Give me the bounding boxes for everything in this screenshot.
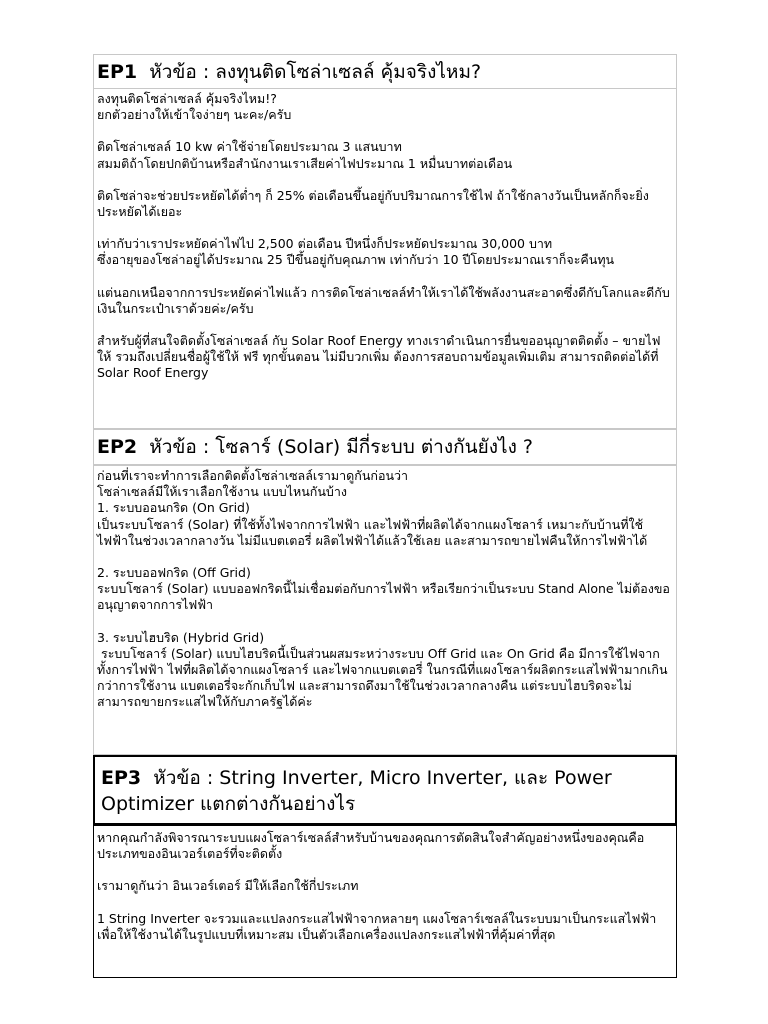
ep1-label: EP1 (97, 61, 138, 83)
ep2-paragraph: 2. ระบบออฟกริด (Off Grid) ระบบโซลาร์ (Solar) แบบออฟกริดนี้ไม่เชื่อมต่อกับการไฟฟ้า หรือเรียกว่าเป็นระบบ Stand Alone ไม่ต้องขออนุญาตจากการไฟฟ้า (97, 565, 670, 613)
ep2-heading: หัวข้อ : โซลาร์ (Solar) มีกี่ระบบ ต่างกันยังไง ? (149, 436, 533, 458)
ep3-heading: หัวข้อ : String Inverter, Micro Inverter, และ Power Optimizer แตกต่างกันอย่างไร (101, 767, 612, 815)
ep1-paragraph: ติดโซล่าจะช่วยประหยัดได้ต่ำๆ ก็ 25% ต่อเดือนขึ้นอยู่กับปริมาณการใช้ไฟ ถ้าใช้กลางวันเป็นหลักก็จะยิ่งประหยัดได้เยอะ (97, 187, 649, 220)
ep2-body (93, 465, 677, 755)
ep3-paragraph: หากคุณกำลังพิจารณาระบบแผงโซลาร์เซลล์สำหรับบ้านของคุณการตัดสินใจสำคัญอย่างหนึ่งของคุณคือประเภทของอินเวอร์เตอร์ที่จะติดตั้ง (97, 830, 645, 862)
ep3-body (93, 825, 677, 978)
ep1-title (93, 54, 677, 89)
ep1-heading: หัวข้อ : ลงทุนติดโซล่าเซลล์ คุ้มจริงไหม? (149, 61, 482, 83)
ep1-paragraph: เท่ากับว่าเราประหยัดค่าไฟไป 2,500 ต่อเดือน ปีหนึ่งก็ประหยัดประมาณ 30,000 บาท ซึ่งอายุของโซล่าอยู่ได้ประมาณ 25 ปีขึ้นอยู่กับคุณภาพ เท่ากับว่า 10 ปีโดยประมาณเราก็จะคืนทุน (97, 236, 615, 268)
ep3-title (93, 755, 677, 825)
ep2-label: EP2 (97, 436, 138, 458)
ep3-paragraph: เรามาดูกันว่า อินเวอร์เตอร์ มีให้เลือกใช้กี่ประเภท (97, 878, 359, 894)
ep1-paragraph: ลงทุนติดโซล่าเซลล์ คุ้มจริงไหม!? ยกตัวอย่างให้เข้าใจง่ายๆ นะคะ/ครับ (97, 91, 292, 123)
ep1-paragraph: สำหรับผู้ที่สนใจติดตั้งโซล่าเซลล์ กับ Solar Roof Energy ทางเราดำเนินการยื่นขออนุญาตติดตั้ง – ขายไฟให้ รวมถึงเปลี่ยนชื่อผู้ใช้ให้ ฟรี ทุกขั้นตอน ไม่มีบวกเพิ่ม ต้องการสอบถามข้อมูลเพิ่มเติม สามารถติดต่อได้ที่ Solar Roof Energy (97, 333, 663, 381)
ep1-paragraph: แต่นอกเหนือจากการประหยัดค่าไฟแล้ว การติดโซล่าเซลล์ทำให้เราได้ใช้พลังงานสะอาดซึ่งดีกับโลกและดีกับเงินในกระเป๋าเราด้วยค่ะ/ครับ (97, 284, 670, 316)
ep3-label: EP3 (101, 767, 142, 789)
ep2-title (93, 429, 677, 465)
ep2-paragraph: ก่อนที่เราจะทำการเลือกติดตั้งโซล่าเซลล์เรามาดูกันก่อนว่า โซล่าเซลล์มีให้เราเลือกใช้งาน แบบไหนกันบ้าง 1. ระบบออนกริด (On Grid) เป็นระบบโซลาร์ (Solar) ที่ใช้ทั้งไฟจากการไฟฟ้า และไฟฟ้าที่ผลิตได้จากแผงโซลาร์ เหมาะกับบ้านที่ใช้ไฟฟ้าในช่วงเวลากลางวัน ไม่มีแบตเตอรี่ ผลิตไฟฟ้าได้แล้วใช้เลย และสามารถขายไฟคืนให้การไฟฟ้าได้ (97, 468, 648, 548)
ep3-paragraph: 1 String Inverter จะรวมและแปลงกระแสไฟฟ้าจากหลายๆ แผงโซลาร์เซลล์ในระบบมาเป็นกระแสไฟฟ้าเพื่อให้ใช้งานได้ในรูปแบบที่เหมาะสม เป็นตัวเลือกเครื่องแปลงกระแสไฟฟ้าที่คุ้มค่าที่สุด (97, 910, 657, 942)
ep1-body (93, 88, 677, 429)
ep2-paragraph: 3. ระบบไฮบริด (Hybrid Grid) ระบบโซลาร์ (Solar) แบบไฮบริดนี้เป็นส่วนผสมระหว่างระบบ Off Grid และ On Grid คือ มีการใช้ไฟจากทั้งการไฟฟ้า ไฟที่ผลิตได้จากแผงโซลาร์ และไฟจากแบตเตอรี่ ในกรณีที่แผงโซลาร์ผลิตกระแสไฟฟ้ามากเกินกว่าการใช้งาน แบตเตอรี่จะกักเก็บไฟ และสามารถดึงมาใช้ในช่วงเวลากลางคืน แต่ระบบไฮบริดจะไม่สามารถขายกระแสไฟให้กับภาครัฐได้ค่ะ (97, 629, 668, 710)
ep1-paragraph: ติดโซล่าเซลล์ 10 kw ค่าใช้จ่ายโดยประมาณ 3 แสนบาท สมมติถ้าโดยปกติบ้านหรือสำนักงานเราเสียค่าไฟประมาณ 1 หมื่นบาทต่อเดือน (97, 139, 513, 171)
